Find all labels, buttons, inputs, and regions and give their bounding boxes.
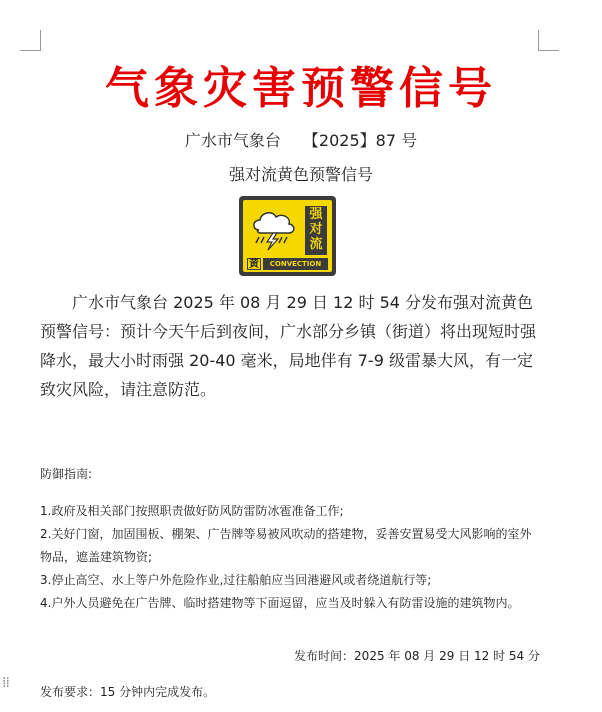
issuer: 广水市气象台 bbox=[184, 131, 281, 150]
icon-vertical-label bbox=[305, 206, 327, 255]
guide-item: 1.政府及相关部门按照职责做好防风防雷防冰雹准备工作; bbox=[40, 504, 344, 518]
issuer-line bbox=[0, 128, 602, 151]
guide-item: 4.户外人员避免在广告牌、临时搭建物等下面逗留，应当及时躲入有防雷设施的建筑物内。 bbox=[40, 596, 520, 610]
page-corner-mark-top-right bbox=[538, 30, 559, 51]
release-requirement: 发布要求：15 分钟内完成发布。 bbox=[40, 685, 216, 699]
convection-yellow-warning-icon bbox=[239, 196, 336, 276]
guide-list bbox=[40, 500, 542, 615]
icon-english-label: CONVECTION bbox=[263, 258, 328, 270]
thunder-cloud-icon bbox=[249, 206, 299, 252]
warning-body-paragraph: 广水市气象台 2025 年 08 月 29 日 12 时 54 分发布强对流黄色预警信号：预计今天午后到夜间，广水部分乡镇（街道）将出现短时强降水，最大小时雨强 20-40 毫米，局地伴有 7-9 级雷暴大风，有一定致灾风险，请注意防范。 bbox=[40, 293, 537, 399]
signal-name: 强对流黄色预警信号 bbox=[228, 165, 373, 184]
headline: 气象灾害预警信号 bbox=[105, 63, 497, 114]
icon-char: 对 bbox=[309, 222, 323, 237]
guide-item: 3.停止高空、水上等户外危险作业,过往船舶应当回港避风或者绕道航行等; bbox=[40, 573, 432, 587]
icon-color-char: 黄 bbox=[249, 259, 259, 270]
drag-handle-icon[interactable]: ⁞⁞ bbox=[2, 675, 9, 691]
page-corner-mark-top-left bbox=[20, 30, 41, 51]
icon-char: 强 bbox=[309, 207, 323, 222]
doc-number: 【2025】87 号 bbox=[302, 131, 418, 150]
icon-char: 流 bbox=[309, 237, 323, 252]
release-time: 发布时间：2025 年 08 月 29 日 12 时 54 分 bbox=[294, 649, 540, 663]
guide-title: 防御指南: bbox=[40, 467, 93, 481]
guide-item: 2.关好门窗，加固围板、棚架、广告牌等易被风吹动的搭建物，妥善安置易受大风影响的室外物品，遮盖建筑物资; bbox=[40, 527, 532, 564]
